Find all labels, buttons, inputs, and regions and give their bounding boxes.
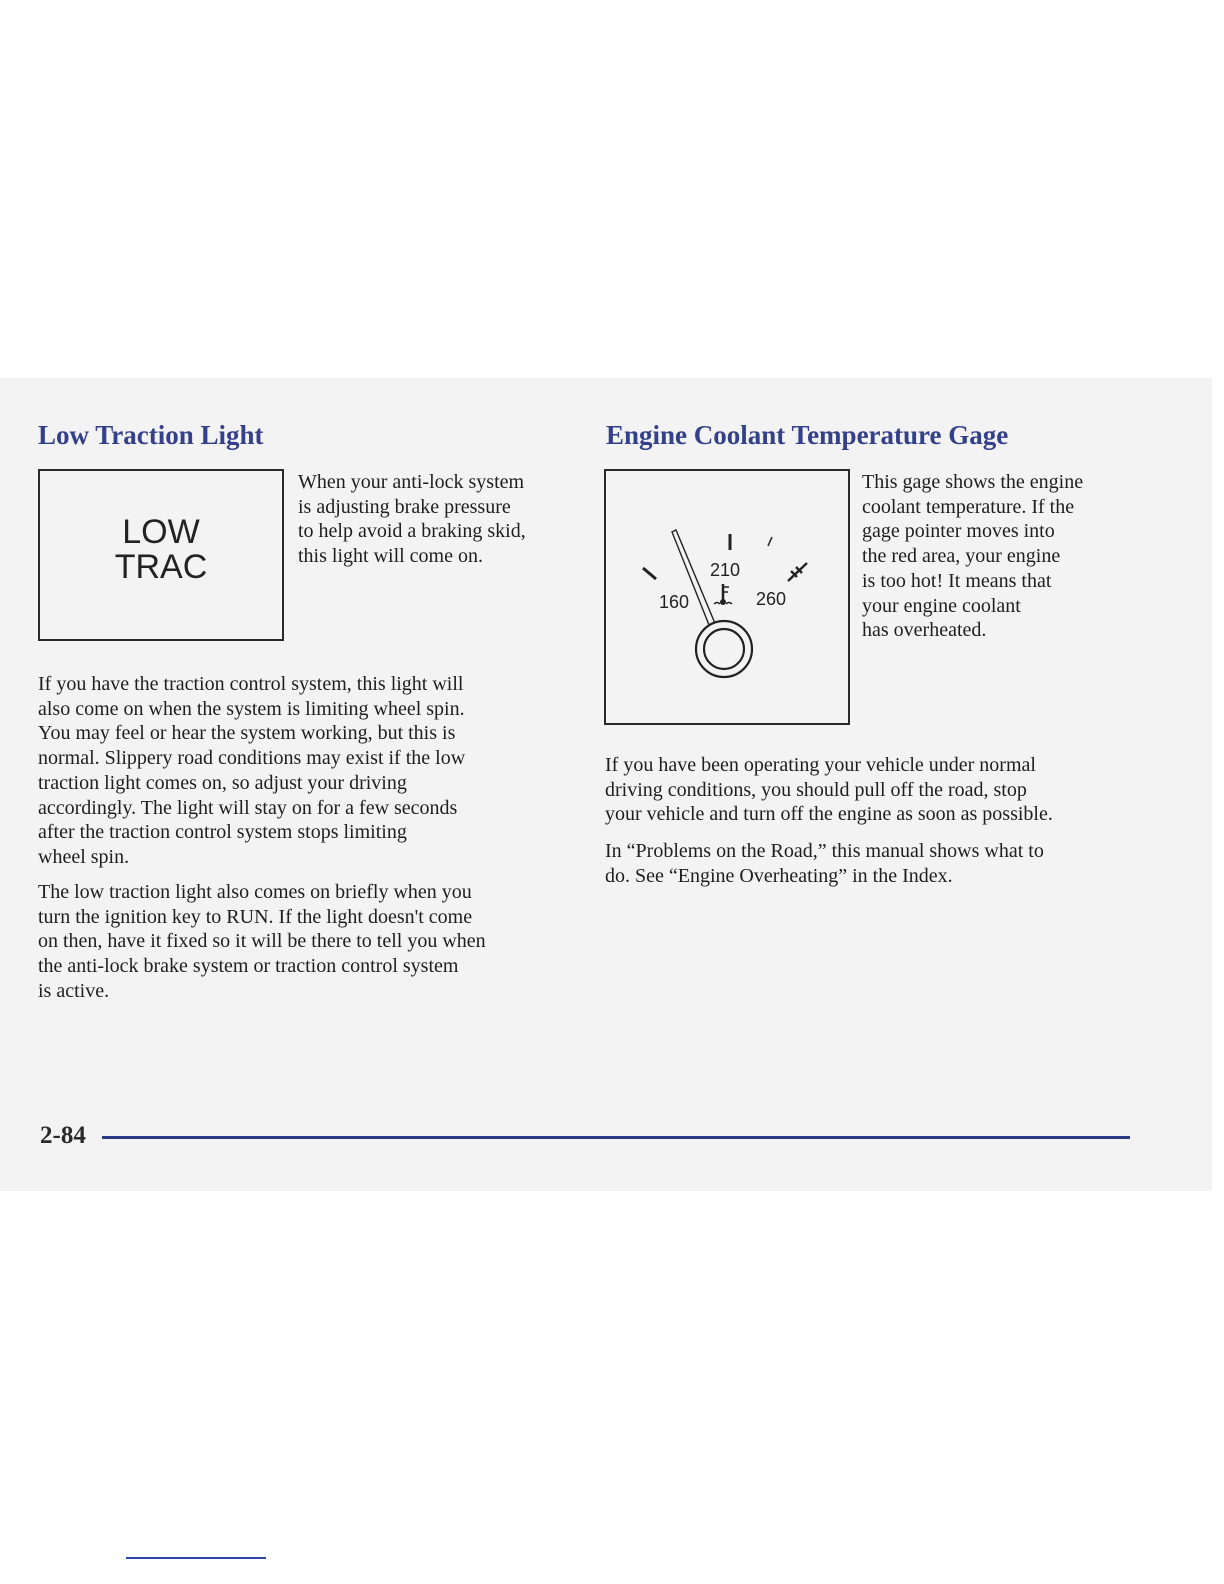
gauge-label-260: 260 — [756, 589, 787, 609]
gauge-red-zone-mark — [788, 563, 807, 581]
coolant-gage-intro: This gage shows the engine coolant temperature. If the gage pointer moves into the red area, your engine is too hot! It means that your engine coolant has overheated. — [862, 471, 1084, 642]
low-traction-intro: When your anti-lock system is adjusting brake pressure to help avoid a braking skid, this light will come on. — [298, 471, 526, 568]
low-traction-paragraph-2: The low traction light also comes on briefly when you turn the ignition key to RUN. If the light doesn't come on then, have it fixed so it will be there to tell you when the anti-lock brake system or traction control system is active. — [38, 881, 486, 1002]
low-trac-indicator-box — [38, 469, 284, 641]
gauge-label-210: 210 — [710, 560, 741, 580]
coolant-gauge — [606, 471, 848, 723]
bottom-link-line — [126, 1557, 266, 1559]
gauge-tick-160 — [643, 568, 656, 579]
low-trac-indicator-text: LOW TRAC — [114, 513, 208, 586]
footer-rule — [102, 1136, 1130, 1139]
low-traction-paragraph-1: If you have the traction control system, this light will also come on when the system is limiting wheel spin. You may feel or hear the system working, but this is normal. Slippery road conditions may exist if the low traction light comes on, so adjust your driving accordingly. The light will stay on for a few seconds after the traction control system stops limiting wheel spin. — [38, 673, 466, 868]
low-traction-heading: Low Traction Light — [38, 420, 264, 450]
coolant-gage-illustration — [604, 469, 850, 725]
coolant-gage-heading: Engine Coolant Temperature Gage — [606, 420, 1009, 450]
gauge-tick-minor-right — [768, 537, 772, 546]
thermometer-icon — [714, 584, 732, 605]
coolant-gage-paragraph-2: In “Problems on the Road,” this manual shows what to do. See “Engine Overheating” in the Index. — [605, 840, 1044, 887]
gauge-label-160: 160 — [659, 592, 690, 612]
gauge-hub-inner — [704, 629, 744, 669]
coolant-gage-paragraph-1: If you have been operating your vehicle under normal driving conditions, you should pull off the road, stop your vehicle and turn off the engine as soon as possible. — [605, 754, 1053, 826]
page-number: 2-84 — [40, 1122, 86, 1149]
